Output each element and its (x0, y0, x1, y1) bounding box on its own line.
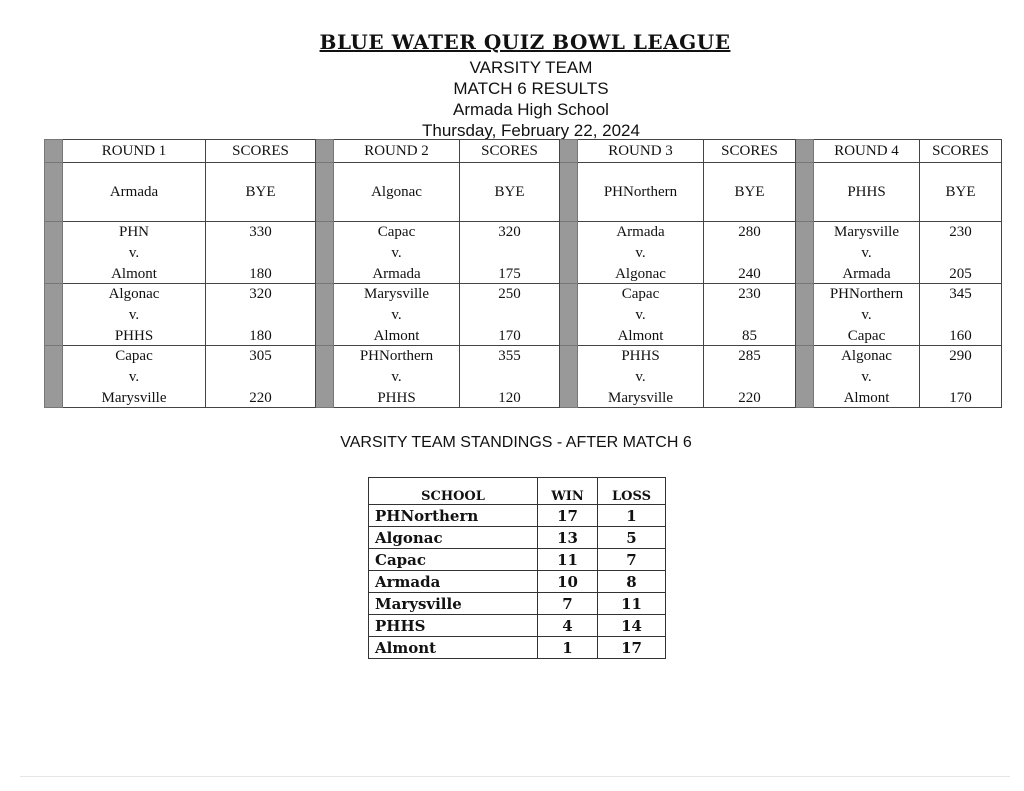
round-divider (796, 163, 814, 222)
team1: Marysville (834, 224, 899, 240)
score-cell (920, 222, 1002, 284)
score-cell (920, 284, 1002, 346)
standings-table (368, 477, 666, 659)
score1: 345 (949, 286, 972, 302)
wins: 1 (538, 637, 598, 659)
school-name: PHHS (369, 615, 538, 637)
round-label: ROUND 3 (578, 140, 704, 163)
team1: Capac (621, 286, 660, 302)
matchup-cell (578, 222, 704, 284)
matchup-cell (63, 284, 206, 346)
score-cell (460, 222, 560, 284)
team1: Marysville (364, 286, 429, 302)
team1: Capac (377, 224, 416, 240)
score2: 175 (498, 266, 521, 282)
team1: Algonac (841, 348, 892, 364)
school-name: PHNorthern (369, 505, 538, 527)
round-divider (796, 140, 814, 163)
scores-label: SCORES (206, 140, 316, 163)
score1: 305 (249, 348, 272, 364)
standings-row (369, 637, 666, 659)
round-divider (796, 346, 814, 408)
school-name: Marysville (369, 593, 538, 615)
matchup-cell (334, 222, 460, 284)
score2: 170 (498, 328, 521, 344)
subtitle-location: Armada High School (453, 100, 609, 119)
score1: 330 (249, 224, 272, 240)
matchup-cell (578, 346, 704, 408)
score2: 180 (249, 266, 272, 282)
score1: 290 (949, 348, 972, 364)
standings-row (369, 505, 666, 527)
versus: v. (861, 245, 872, 261)
column-header-loss: LOSS (598, 478, 666, 505)
score2: 85 (742, 328, 757, 344)
score1: 250 (498, 286, 521, 302)
round-label: ROUND 1 (63, 140, 206, 163)
league-title-text: BLUE WATER QUIZ BOWL LEAGUE (319, 30, 731, 54)
versus: v. (635, 245, 646, 261)
score1: 320 (498, 224, 521, 240)
page-title (0, 30, 1024, 54)
match-row (45, 346, 1002, 408)
round-divider (316, 346, 334, 408)
round-divider (560, 284, 578, 346)
wins: 11 (538, 549, 598, 571)
score2: 240 (738, 266, 761, 282)
subtitle-date: Thursday, February 22, 2024 (422, 121, 640, 140)
score-cell (460, 284, 560, 346)
bye-team: Algonac (334, 163, 460, 222)
round-label: ROUND 2 (334, 140, 460, 163)
round-divider (796, 222, 814, 284)
standings-row (369, 571, 666, 593)
matchup-cell (814, 346, 920, 408)
versus: v. (128, 245, 140, 261)
round-divider (45, 140, 63, 163)
team2: Capac (847, 328, 886, 344)
score2: 170 (949, 390, 972, 406)
team1: Capac (115, 348, 153, 364)
score-cell (206, 284, 316, 346)
versus: v. (635, 369, 646, 385)
wins: 7 (538, 593, 598, 615)
scores-label: SCORES (920, 140, 1002, 163)
team1: PHNorthern (359, 348, 434, 364)
team2: PHHS (377, 390, 416, 406)
round-divider (45, 284, 63, 346)
bye-score: BYE (206, 163, 316, 222)
bye-team: PHHS (814, 163, 920, 222)
score-cell (704, 346, 796, 408)
match-row (45, 222, 1002, 284)
score-cell (704, 284, 796, 346)
round-divider (316, 284, 334, 346)
standings-row (369, 527, 666, 549)
team2: PHHS (114, 328, 154, 344)
scores-label: SCORES (704, 140, 796, 163)
bye-score: BYE (460, 163, 560, 222)
standings-header-row (369, 478, 666, 505)
score2: 180 (249, 328, 272, 344)
round-divider (560, 346, 578, 408)
team2: Almont (373, 328, 420, 344)
versus: v. (391, 245, 402, 261)
round-divider (316, 140, 334, 163)
round-divider (560, 163, 578, 222)
losses: 7 (598, 549, 666, 571)
team2: Marysville (101, 390, 167, 406)
score1: 230 (738, 286, 761, 302)
losses: 17 (598, 637, 666, 659)
versus: v. (635, 307, 646, 323)
rounds-header-row (45, 140, 1002, 163)
versus: v. (128, 369, 140, 385)
bye-score: BYE (920, 163, 1002, 222)
losses: 8 (598, 571, 666, 593)
standings-row (369, 549, 666, 571)
versus: v. (861, 369, 872, 385)
round-divider (796, 284, 814, 346)
score2: 120 (498, 390, 521, 406)
match-row (45, 284, 1002, 346)
score-cell (206, 222, 316, 284)
team2: Almont (617, 328, 664, 344)
team1: PHHS (621, 348, 660, 364)
standings-row (369, 593, 666, 615)
score-cell (704, 222, 796, 284)
round-divider (316, 222, 334, 284)
school-name: Algonac (369, 527, 538, 549)
team1: PHN (118, 224, 149, 240)
team1: PHNorthern (829, 286, 904, 302)
bye-team: Armada (63, 163, 206, 222)
bye-score: BYE (704, 163, 796, 222)
matchup-cell (63, 222, 206, 284)
team2: Algonac (615, 266, 666, 282)
score2: 220 (738, 390, 761, 406)
round-label: ROUND 4 (814, 140, 920, 163)
losses: 1 (598, 505, 666, 527)
bye-row (45, 163, 1002, 222)
versus: v. (391, 307, 402, 323)
wins: 10 (538, 571, 598, 593)
school-name: Almont (369, 637, 538, 659)
score-cell (920, 346, 1002, 408)
score-cell (206, 346, 316, 408)
team2: Almont (843, 390, 890, 406)
scores-label: SCORES (460, 140, 560, 163)
versus: v. (391, 369, 402, 385)
score-cell (460, 346, 560, 408)
team2: Almont (111, 266, 157, 282)
team2: Marysville (608, 390, 673, 406)
school-name: Armada (369, 571, 538, 593)
losses: 14 (598, 615, 666, 637)
wins: 4 (538, 615, 598, 637)
score2: 220 (249, 390, 272, 406)
round-divider (45, 222, 63, 284)
score2: 205 (949, 266, 972, 282)
versus: v. (861, 307, 872, 323)
team2: Armada (372, 266, 421, 282)
score1: 320 (249, 286, 272, 302)
standings-row (369, 615, 666, 637)
score1: 280 (738, 224, 761, 240)
round-divider (560, 222, 578, 284)
team1: Armada (616, 224, 665, 240)
round-divider (45, 346, 63, 408)
scan-edge-divider (20, 776, 1010, 777)
round-divider (560, 140, 578, 163)
subtitle-match: MATCH 6 RESULTS (453, 79, 609, 98)
round-divider (45, 163, 63, 222)
score1: 285 (738, 348, 761, 364)
bye-team: PHNorthern (578, 163, 704, 222)
standings-title: VARSITY TEAM STANDINGS - AFTER MATCH 6 (340, 434, 692, 451)
team2: Armada (842, 266, 891, 282)
wins: 17 (538, 505, 598, 527)
matchup-cell (334, 346, 460, 408)
matchup-cell (814, 222, 920, 284)
team1: Algonac (108, 286, 160, 302)
matchup-cell (578, 284, 704, 346)
score2: 160 (949, 328, 972, 344)
matchup-cell (334, 284, 460, 346)
matchup-cell (814, 284, 920, 346)
wins: 13 (538, 527, 598, 549)
round-divider (316, 163, 334, 222)
school-name: Capac (369, 549, 538, 571)
versus: v. (128, 307, 140, 323)
match-results-table (44, 139, 1002, 408)
matchup-cell (63, 346, 206, 408)
losses: 11 (598, 593, 666, 615)
subtitle-team: VARSITY TEAM (469, 58, 593, 77)
column-header-win: WIN (538, 478, 598, 505)
score1: 230 (949, 224, 972, 240)
score1: 355 (498, 348, 521, 364)
column-header-school: SCHOOL (369, 478, 538, 505)
losses: 5 (598, 527, 666, 549)
